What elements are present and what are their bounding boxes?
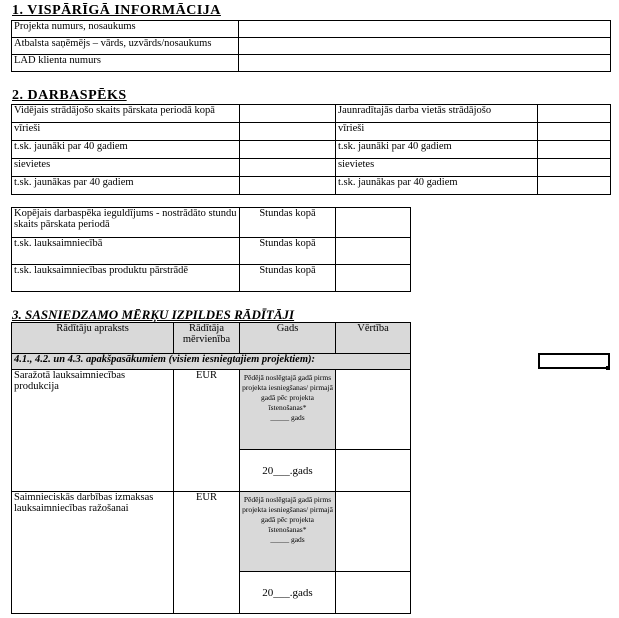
indicator-unit: EUR	[174, 492, 240, 614]
lad-client-field[interactable]	[239, 55, 611, 72]
workforce-left-label: Vidējais strādājošo skaits pārskata periodā kopā	[12, 105, 240, 123]
beneficiary-label: Atbalsta saņēmējs – vārds, uzvārds/nosaukums	[12, 38, 239, 55]
workforce-right-value[interactable]	[538, 141, 611, 159]
labor-total-unit: Stundas kopā	[240, 208, 336, 238]
workforce-right-label: vīrieši	[336, 123, 538, 141]
workforce-right-value[interactable]	[538, 105, 611, 123]
year-note: Pēdējā noslēgtajā gadā pirms projekta iesniegšanas/ pirmajā gadā pēc projekta īstenošanas*	[242, 495, 333, 534]
workforce-left-label: t.sk. jaunāki par 40 gadiem	[12, 141, 240, 159]
year-blank: _____ gads	[270, 535, 305, 544]
workforce-right-value[interactable]	[538, 123, 611, 141]
workforce-right-value[interactable]	[538, 159, 611, 177]
year-blank: _____ gads	[270, 413, 305, 422]
indicator-description: Saražotā lauksaimniecības produkcija	[12, 370, 174, 492]
year-note-cell	[240, 370, 336, 450]
workforce-left-value[interactable]	[240, 177, 336, 195]
workforce-left-label: t.sk. jaunākas par 40 gadiem	[12, 177, 240, 195]
labor-agri-label: t.sk. lauksaimniecībā	[12, 238, 240, 265]
workforce-table	[11, 104, 611, 195]
indicator-value-2[interactable]	[336, 450, 411, 492]
workforce-left-value[interactable]	[240, 123, 336, 141]
indicators-table	[11, 322, 411, 614]
section2-heading: 2. DARBASPĒKS	[12, 88, 127, 103]
year-field[interactable]: 20___.gads	[240, 572, 336, 614]
col-header-description: Rādītāju apraksts	[12, 323, 174, 354]
project-number-field[interactable]	[239, 21, 611, 38]
beneficiary-field[interactable]	[239, 38, 611, 55]
year-note-cell	[240, 492, 336, 572]
labor-agri-unit: Stundas kopā	[240, 238, 336, 265]
workforce-right-label: sievietes	[336, 159, 538, 177]
workforce-left-label: sievietes	[12, 159, 240, 177]
labor-processing-unit: Stundas kopā	[240, 265, 336, 292]
labor-processing-value[interactable]	[336, 265, 411, 292]
general-info-table	[11, 20, 611, 72]
year-field[interactable]: 20___.gads	[240, 450, 336, 492]
workforce-right-value[interactable]	[538, 177, 611, 195]
fill-handle[interactable]	[606, 366, 610, 370]
workforce-left-value[interactable]	[240, 141, 336, 159]
lad-client-label: LAD klienta numurs	[12, 55, 239, 72]
indicator-value-1[interactable]	[336, 370, 411, 450]
workforce-left-value[interactable]	[240, 159, 336, 177]
labor-agri-value[interactable]	[336, 238, 411, 265]
indicator-description: Saimnieciskās darbības izmaksas lauksaimniecības ražošanai	[12, 492, 174, 614]
labor-total-value[interactable]	[336, 208, 411, 238]
project-number-label: Projekta numurs, nosaukums	[12, 21, 239, 38]
section3-heading: 3. SASNIEDZAMO MĒRĶU IZPILDES RĀDĪTĀJI	[12, 307, 295, 322]
labor-hours-table	[11, 207, 411, 292]
indicator-value-2[interactable]	[336, 572, 411, 614]
col-header-value: Vērtība	[336, 323, 411, 354]
active-cell-selection[interactable]	[538, 353, 610, 369]
section1-heading: 1. VISPĀRĪGĀ INFORMĀCIJA	[12, 3, 221, 18]
workforce-left-value[interactable]	[240, 105, 336, 123]
subheader-row: 4.1., 4.2. un 4.3. apakšpasākumiem (visiem iesniegtajiem projektiem):	[12, 354, 411, 370]
labor-processing-label: t.sk. lauksaimniecības produktu pārstrādē	[12, 265, 240, 292]
col-header-year: Gads	[240, 323, 336, 354]
workforce-right-label: t.sk. jaunāki par 40 gadiem	[336, 141, 538, 159]
year-note: Pēdējā noslēgtajā gadā pirms projekta iesniegšanas/ pirmajā gadā pēc projekta īstenošanas*	[242, 373, 333, 412]
workforce-right-label: Jaunradītajās darba vietās strādājošo	[336, 105, 538, 123]
workforce-left-label: vīrieši	[12, 123, 240, 141]
labor-total-label: Kopējais darbaspēka ieguldījums - nostrādāto stundu skaits pārskata periodā	[12, 208, 240, 238]
workforce-right-label: t.sk. jaunākas par 40 gadiem	[336, 177, 538, 195]
col-header-unit: Rādītāja mērvienība	[174, 323, 240, 354]
indicator-unit: EUR	[174, 370, 240, 492]
indicator-value-1[interactable]	[336, 492, 411, 572]
